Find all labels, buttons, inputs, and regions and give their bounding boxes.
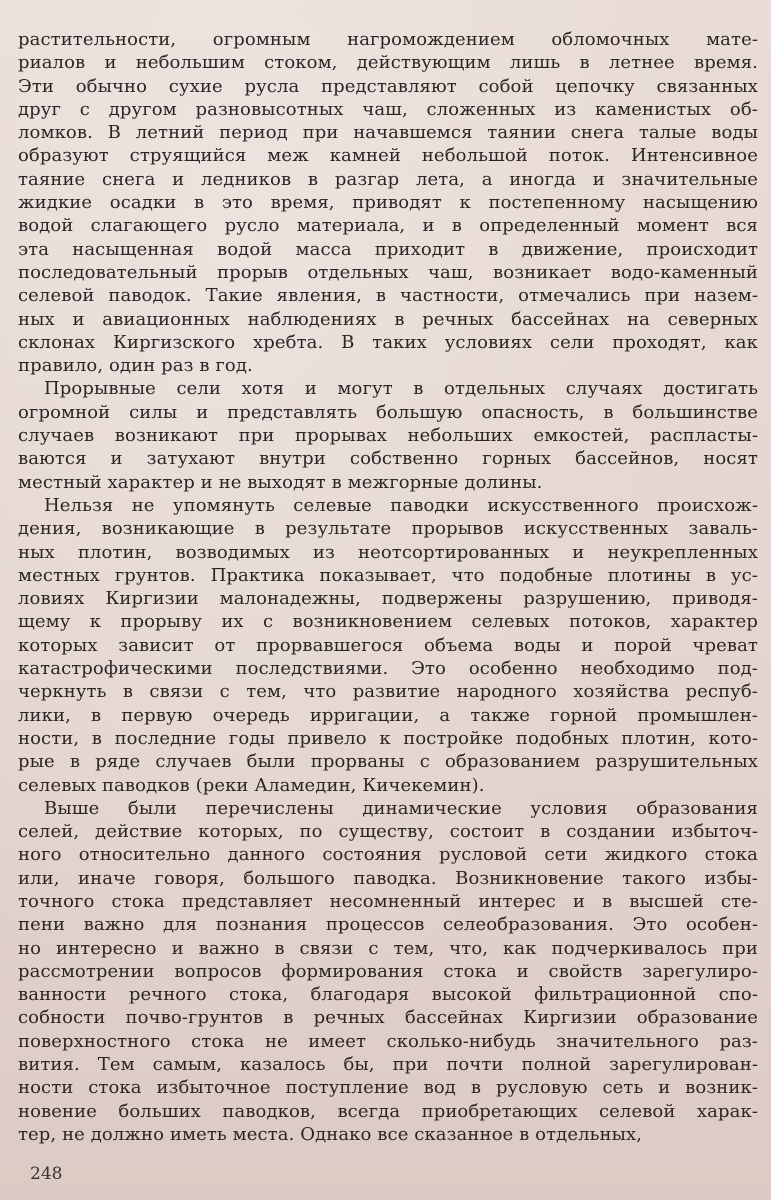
text-line: склонах Киргизского хребта. В таких условиях сели проходят, как [18,331,758,353]
text-line: пени важно для познания процессов селеобразования. Это особен- [18,914,758,936]
text-line: селей, действие которых, по существу, состоит в создании избыточ- [18,821,758,843]
text-line: новение больших паводков, всегда приобретающих селевой харак- [18,1100,758,1122]
text-line: селевых паводков (реки Аламедин, Кичекемин). [18,774,485,796]
text-line: лики, в первую очередь ирригации, а также горной промышлен- [18,704,758,726]
text-line: жидкие осадки в это время, приводят к постепенному насыщению [18,192,758,214]
text-line: местных грунтов. Практика показывает, что подобные плотины в ус- [18,564,758,586]
text-line: селевой паводок. Такие явления, в частности, отмечались при назем- [18,285,758,307]
text-line: ловиях Киргизии малонадежны, подвержены разрушению, приводя- [18,588,758,610]
text-line: друг с другом разновысотных чаш, сложенных из каменистых об- [18,98,758,120]
text-line: рассмотрении вопросов формирования стока и свойств зарегулиро- [18,960,758,982]
text-line: тер, не должно иметь места. Однако все сказанное в отдельных, [18,1123,643,1145]
text-line: Выше были перечислены динамические условия образования [44,797,758,819]
paragraph [18,28,758,377]
text-line: которых зависит от прорвавшегося объема воды и порой чреват [18,634,758,656]
text-line: риалов и небольшим стоком, действующим лишь в летнее время. [18,52,758,74]
text-line: ности, в последние годы привело к постройке подобных плотин, кото- [18,727,758,749]
text-line: собности почво-грунтов в речных бассейнах Киргизии образование [18,1007,758,1029]
text-line: поверхностного стока не имеет сколько-нибудь значительного раз- [18,1030,758,1052]
text-line: дения, возникающие в результате прорывов искусственных заваль- [18,518,758,540]
text-line: ного относительно данного состояния русловой сети жидкого стока [18,844,758,866]
text-line: точного стока представляет несомненный интерес и в высшей сте- [18,890,758,912]
text-line: или, иначе говоря, большого паводка. Возникновение такого избы- [18,867,758,889]
text-line: черкнуть в связи с тем, что развитие народного хозяйства респуб- [18,681,758,703]
text-line: водой слагающего русло материала, и в определенный момент вся [18,215,758,237]
text-line: ных и авиационных наблюдениях в речных бассейнах на северных [18,308,758,330]
text-line: таяние снега и ледников в разгар лета, а иногда и значительные [18,168,758,190]
text-line: растительности, огромным нагромождением обломочных мате- [18,29,758,50]
text-line: щему к прорыву их с возникновением селевых потоков, характер [18,611,758,633]
text-line: ломков. В летний период при начавшемся таянии снега талые воды [18,122,758,144]
text-line: образуют струящийся меж камней небольшой поток. Интенсивное [18,145,758,167]
text-line: местный характер и не выходят в межгорные долины. [18,471,543,493]
text-line: ванности речного стока, благодаря высокой фильтрационной спо- [18,984,758,1006]
paragraph [18,494,758,797]
text-line: правило, один раз в год. [18,355,253,377]
text-line: катастрофическими последствиями. Это особенно необходимо под- [18,658,758,680]
text-line: огромной силы и представлять большую опасность, в большинстве [18,401,758,423]
text-line: эта насыщенная водой масса приходит в движение, происходит [18,238,758,260]
text-line: Прорывные сели хотя и могут в отдельных случаях достигать [44,378,758,400]
text-line: Эти обычно сухие русла представляют собой цепочку связанных [18,75,758,97]
text-line: Нельзя не упомянуть селевые паводки искусственного происхож- [44,494,758,516]
text-line: ных плотин, возводимых из неотсортированных и неукрепленных [18,541,758,563]
text-line: вития. Тем самым, казалось бы, при почти полной зарегулирован- [18,1054,758,1076]
text-line: ности стока избыточное поступление вод в русловую сеть и возник- [18,1077,758,1099]
page-number: 248 [30,1164,63,1184]
paragraph [18,797,758,1146]
text-line: последовательный прорыв отдельных чаш, возникает водо-каменный [18,261,758,283]
text-line: но интересно и важно в связи с тем, что, как подчеркивалось при [18,937,758,959]
paragraph [18,377,758,493]
text-line: рые в ряде случаев были прорваны с образованием разрушительных [18,751,758,773]
text-line: случаев возникают при прорывах небольших емкостей, распласты- [18,425,758,447]
text-line: ваются и затухают внутри собственно горных бассейнов, носят [18,448,758,470]
page-body-text [18,28,758,1146]
